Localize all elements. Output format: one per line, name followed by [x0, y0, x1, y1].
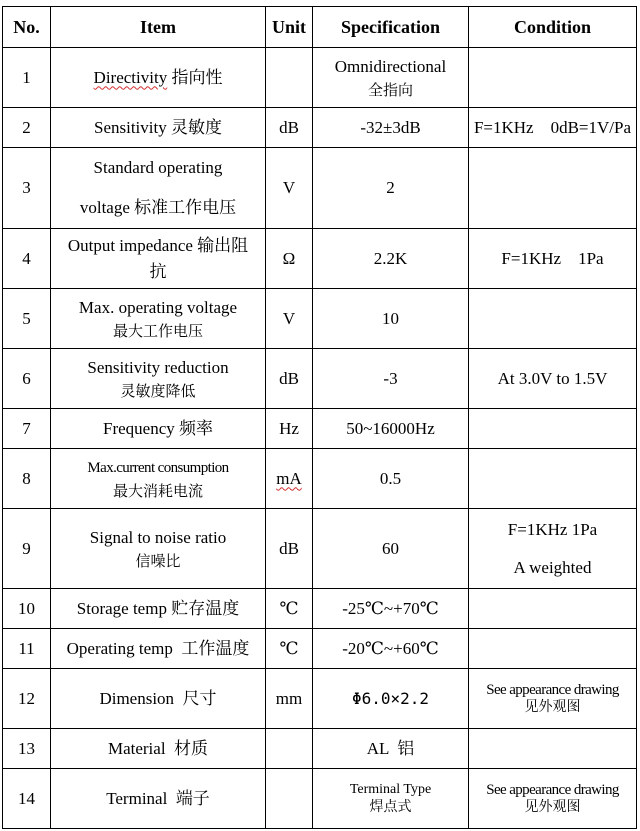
row-item [51, 48, 266, 108]
item-en: Standard operating [93, 158, 223, 177]
item-cn: 贮存温度 [171, 598, 240, 618]
row-no: 7 [3, 409, 51, 449]
cond-line1: See appearance drawing [486, 681, 619, 698]
item-en: Frequency [102, 418, 175, 438]
item-en: Dimension [99, 688, 175, 708]
row-spec: -20℃~+60℃ [313, 629, 469, 669]
row-unit: ℃ [266, 589, 313, 629]
row-condition [469, 48, 637, 108]
item-en: Storage temp [76, 598, 167, 618]
header-row [3, 7, 637, 48]
row-unit: dB [266, 108, 313, 148]
row-unit [266, 729, 313, 769]
row-spec: 60 [313, 509, 469, 589]
table-row [3, 48, 637, 108]
spec-en: Omnidirectional [334, 56, 447, 76]
table-row [3, 108, 637, 148]
item-cn: 工作温度 [181, 638, 250, 658]
row-spec [313, 48, 469, 108]
row-spec: -3 [313, 349, 469, 409]
row-unit: dB [266, 509, 313, 589]
row-spec: 50~16000Hz [313, 409, 469, 449]
row-unit: dB [266, 349, 313, 409]
spec-cn: 焊点式 [369, 799, 412, 815]
row-no: 13 [3, 729, 51, 769]
row-condition [469, 148, 637, 229]
row-item [51, 229, 266, 289]
item-cn: 指向性 [171, 67, 223, 87]
item-en: Material [107, 738, 166, 758]
row-no: 4 [3, 229, 51, 289]
row-item [51, 148, 266, 229]
row-item [51, 669, 266, 729]
row-item [51, 108, 266, 148]
row-spec [313, 769, 469, 829]
cond-line2: 见外观图 [524, 699, 581, 715]
header-condition: Condition [469, 7, 637, 48]
row-condition: F=1KHz 0dB=1V/Pa [469, 108, 637, 148]
row-spec: 0.5 [313, 449, 469, 509]
item-cn: 频率 [179, 418, 213, 438]
item-cn: 信噪比 [135, 553, 181, 570]
item-en: Sensitivity [94, 117, 167, 137]
header-no: No. [3, 7, 51, 48]
spec-en: Terminal Type [349, 781, 432, 797]
spec-table [2, 6, 637, 829]
item-cn: 材质 [174, 738, 209, 758]
table-row [3, 589, 637, 629]
item-en: Sensitivity reduction [87, 357, 229, 377]
cond-line2: 见外观图 [524, 799, 581, 815]
row-item [51, 729, 266, 769]
table-row [3, 148, 637, 229]
row-item [51, 769, 266, 829]
unit-text: mA [276, 468, 302, 488]
row-spec: Φ6.0×2.2 [313, 669, 469, 729]
row-no: 3 [3, 148, 51, 229]
row-condition [469, 589, 637, 629]
row-spec: 2.2K [313, 229, 469, 289]
item-cn: 尺寸 [182, 688, 217, 708]
item-cn: 抗 [149, 261, 167, 281]
cond-line1: F=1KHz 1Pa [507, 519, 598, 539]
row-no: 6 [3, 349, 51, 409]
table-row [3, 769, 637, 829]
table-row [3, 409, 637, 449]
row-item [51, 349, 266, 409]
item-cn: 灵敏度降低 [120, 383, 196, 400]
table-row [3, 509, 637, 589]
row-unit [266, 769, 313, 829]
header-unit: Unit [266, 7, 313, 48]
item-cn: 灵敏度 [170, 117, 222, 137]
item-cn: voltage 标准工作电压 [79, 198, 237, 217]
row-no: 11 [3, 629, 51, 669]
row-condition: At 3.0V to 1.5V [469, 349, 637, 409]
row-spec: AL 铝 [313, 729, 469, 769]
header-item: Item [51, 7, 266, 48]
table-row [3, 289, 637, 349]
row-spec: -25℃~+70℃ [313, 589, 469, 629]
row-spec: 10 [313, 289, 469, 349]
row-no: 1 [3, 48, 51, 108]
row-no: 12 [3, 669, 51, 729]
table-row [3, 669, 637, 729]
item-cn: 最大消耗电流 [112, 484, 203, 500]
table-row [3, 729, 637, 769]
row-condition [469, 289, 637, 349]
item-en: Max.current consumption [87, 460, 229, 476]
item-cn: 端子 [175, 788, 210, 808]
row-no: 2 [3, 108, 51, 148]
row-unit: ℃ [266, 629, 313, 669]
row-no: 8 [3, 449, 51, 509]
table-row [3, 349, 637, 409]
row-condition [469, 769, 637, 829]
row-item [51, 589, 266, 629]
row-item [51, 449, 266, 509]
table-row [3, 629, 637, 669]
item-cn: 最大工作电压 [112, 323, 203, 340]
row-unit [266, 449, 313, 509]
spec-cn: 全指向 [367, 82, 413, 99]
row-spec: -32±3dB [313, 108, 469, 148]
item-en: Operating temp [66, 638, 173, 658]
cond-line2: A weighted [513, 557, 592, 577]
item-en: Output impedance 输出阻 [67, 235, 249, 255]
item-en: Directivity [93, 67, 168, 87]
row-condition [469, 409, 637, 449]
row-item [51, 629, 266, 669]
row-unit: Ω [266, 229, 313, 289]
item-en: Max. operating voltage [78, 297, 238, 317]
cond-line1: See appearance drawing [486, 781, 619, 798]
row-no: 10 [3, 589, 51, 629]
table-row [3, 229, 637, 289]
row-no: 14 [3, 769, 51, 829]
row-unit: Hz [266, 409, 313, 449]
row-condition [469, 629, 637, 669]
row-spec: 2 [313, 148, 469, 229]
header-specification: Specification [313, 7, 469, 48]
row-unit: mm [266, 669, 313, 729]
item-en: Signal to noise ratio [89, 527, 227, 547]
item-en: Terminal [106, 788, 168, 808]
row-condition [469, 509, 637, 589]
row-condition [469, 729, 637, 769]
row-unit [266, 48, 313, 108]
row-condition: F=1KHz 1Pa [469, 229, 637, 289]
row-item [51, 409, 266, 449]
row-item [51, 509, 266, 589]
row-condition [469, 669, 637, 729]
row-unit: V [266, 289, 313, 349]
row-unit: V [266, 148, 313, 229]
row-condition [469, 449, 637, 509]
row-item [51, 289, 266, 349]
row-no: 5 [3, 289, 51, 349]
row-no: 9 [3, 509, 51, 589]
table-row [3, 449, 637, 509]
